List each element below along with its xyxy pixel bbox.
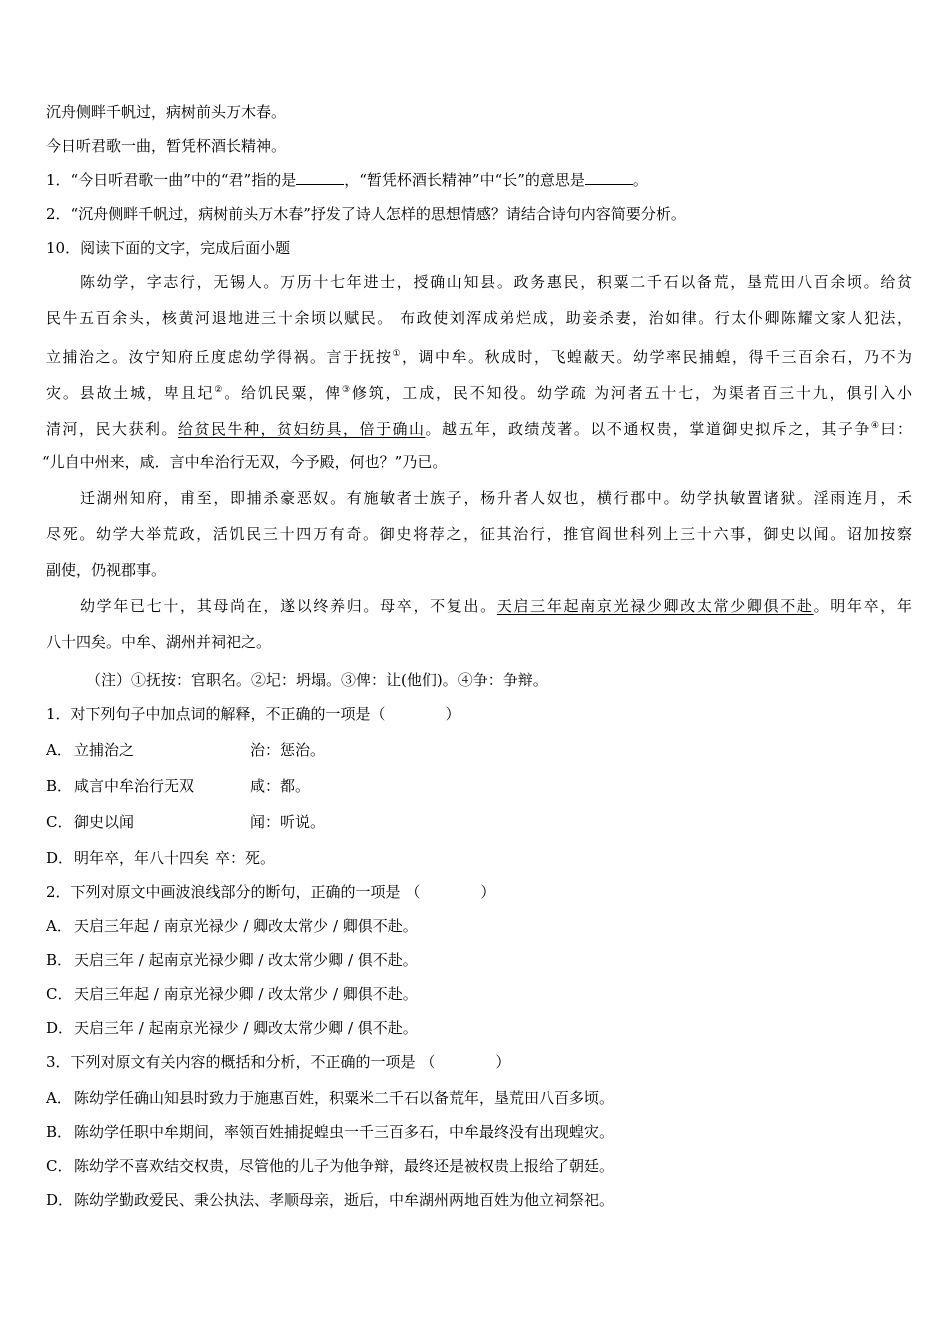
option-text: 陈幼学勤政爱民、秉公执法、孝顺母亲，逝后，中牟湖州两地百姓为他立祠祭祀。 — [74, 1191, 615, 1209]
note-mark: ③ — [341, 385, 352, 395]
option-c[interactable] — [46, 812, 325, 832]
question-text: ） — [445, 705, 461, 723]
option-label: C． — [46, 813, 73, 831]
option-label: A． — [46, 1089, 72, 1107]
passage-line — [46, 416, 912, 439]
option-d[interactable] — [46, 1190, 614, 1210]
passage-note: （注）①抚按：官职名。②圮：坍塌。③俾：让(他们)。④争：争辩。 — [86, 671, 548, 689]
question-number: 2． — [46, 205, 71, 223]
passage-line: “儿自中州来，咸．言中牟治行无双，今予殿，何也？”乃已。 — [42, 453, 448, 471]
passage-text: ，调中牟。秋成时，飞蝗蔽天。幼学率民捕蝗，得千三百余石，乃不为 — [402, 348, 912, 366]
question-text: 1．对下列句子中加点词的解释，不正确的一项是（ — [46, 705, 386, 723]
option-text: 咸言中牟治行无双 — [74, 777, 195, 795]
option-text: 御史以闻 — [74, 813, 135, 831]
question-text: “沉舟侧畔千帆过，病树前头万木春”抒发了诗人怎样的思想情感？请结合诗句内容简要分析。 — [70, 205, 686, 223]
option-text: 陈幼学任职中牟期间，率领百姓捕捉蝗虫一千三百多石，中牟最终没有出现蝗灾。 — [74, 1123, 615, 1141]
question-text: 。 — [632, 171, 648, 189]
passage-line: 副使，仍视郡事。 — [46, 561, 167, 579]
question-text: ，“暂凭杯酒长精神”中“长”的意思是 — [344, 171, 585, 189]
option-a[interactable] — [46, 1088, 614, 1108]
passage-line: 尽死。幼学大举荒政，活饥民三十四万有奇。御史将荐之，征其治行，推官阎世科列上三十六事，御史以闻。诏加按察 — [46, 525, 912, 543]
passage-text: 。越五年，政绩茂著。以不通权贵，掌道御史拟斥之，其子争 — [425, 420, 871, 438]
option-c[interactable] — [46, 984, 418, 1004]
passage-text: 灾。县故土城，卑且圮 — [46, 384, 215, 402]
passage-text: 曰： — [880, 420, 912, 438]
wavy-underlined-sentence: 天启三年起南京光禄少卿改太常少卿俱不赴 — [496, 597, 814, 615]
option-b[interactable] — [46, 776, 310, 796]
passage-text: 立捕治之。汝宁知府丘度虑幼学得祸。言于抚按 — [46, 348, 393, 366]
answer-blank[interactable] — [585, 170, 633, 185]
question-3-stem — [46, 1052, 510, 1072]
passage-text: 幼学年已七十，其母尚在，遂以终养归。母卒，不复出。 — [80, 597, 497, 615]
option-label: B． — [46, 777, 73, 795]
question-2-stem — [46, 882, 495, 902]
option-label: B． — [46, 1123, 73, 1141]
question-number: 1． — [46, 171, 71, 189]
question-text: 3．下列对原文有关内容的概括和分析，不正确的一项是 （ — [46, 1053, 436, 1071]
question-1-stem — [46, 704, 461, 724]
question-text: 2．下列对原文中画波浪线部分的断句，正确的一项是 （ — [46, 883, 421, 901]
note-mark: ② — [214, 385, 225, 395]
reading-title: 10．阅读下面的文字，完成后面小题 — [46, 239, 291, 257]
passage-line — [46, 344, 912, 367]
passage-text: 。明年卒，年 — [813, 597, 912, 615]
option-text: 立捕治之 — [74, 741, 135, 759]
poem-question-1 — [46, 170, 648, 190]
note-mark: ④ — [870, 421, 881, 431]
option-label: C． — [46, 1157, 73, 1175]
option-label: A． — [46, 741, 72, 759]
option-gloss: 卒：死。 — [215, 849, 276, 867]
option-label: D． — [46, 1019, 74, 1037]
option-text: 明年卒，年八十四矣 — [74, 849, 210, 867]
option-label: D． — [46, 849, 74, 867]
option-label: B． — [46, 951, 73, 969]
option-text: 天启三年 / 起南京光禄少 / 卿改太常少卿 / 俱不赴。 — [74, 1019, 418, 1037]
option-text: 陈幼学不喜欢结交权贵，尽管他的儿子为他争辩，最终还是被权贵上报给了朝廷。 — [74, 1157, 615, 1175]
passage-line: 八十四矣。中牟、湖州并祠祀之。 — [46, 633, 272, 651]
option-gloss: 闻：听说。 — [250, 813, 326, 831]
option-a[interactable] — [46, 740, 325, 760]
option-text: 天启三年起 / 南京光禄少卿 / 改太常少 / 卿俱不赴。 — [74, 985, 418, 1003]
question-text: “今日听君歌一曲”中的“君”指的是 — [70, 171, 297, 189]
option-text: 天启三年起 / 南京光禄少 / 卿改太常少 / 卿俱不赴。 — [74, 917, 418, 935]
note-mark: ① — [392, 349, 403, 359]
option-d[interactable] — [46, 848, 275, 868]
poem-line-2: 今日听君歌一曲，暂凭杯酒长精神。 — [46, 137, 287, 155]
passage-line: 迁湖州知府，甫至，即捕杀豪恶奴。有施敏者士族子，杨升者人奴也，横行郡中。幼学执敏置诸狱。淫雨连月，禾 — [80, 489, 912, 507]
option-label: C． — [46, 985, 73, 1003]
poem-question-2 — [46, 204, 686, 224]
passage-line — [46, 380, 912, 403]
answer-blank[interactable] — [296, 170, 344, 185]
option-label: A． — [46, 917, 72, 935]
option-b[interactable] — [46, 1122, 614, 1142]
option-text: 陈幼学任确山知县时致力于施惠百姓，积粟米二千石以备荒年，垦荒田八百多顷。 — [74, 1089, 615, 1107]
underlined-sentence: 给贫民牛种，贫妇纺具，倍于确山 — [177, 420, 426, 438]
passage-text: 清河，民大获利。 — [46, 420, 178, 438]
option-gloss: 治：惩治。 — [250, 741, 326, 759]
option-d[interactable] — [46, 1018, 418, 1038]
option-label: D． — [46, 1191, 74, 1209]
passage-text: 修筑，工成，民不知役。幼学疏 为河者五十七，为渠者百三十九，俱引入小 — [351, 384, 912, 402]
poem-line-1: 沉舟侧畔千帆过，病树前头万木春。 — [46, 103, 287, 121]
option-b[interactable] — [46, 950, 418, 970]
question-text: ） — [480, 883, 496, 901]
passage-line — [80, 596, 912, 616]
passage-line: 民牛五百余头，核黄河退地进三十余顷以赋民。 布政使刘浑成弟烂成，助妾杀妻，治如律。行太仆卿陈耀文家人犯法， — [46, 309, 912, 327]
option-c[interactable] — [46, 1156, 614, 1176]
option-a[interactable] — [46, 916, 418, 936]
option-text: 天启三年 / 起南京光禄少卿 / 改太常少卿 / 俱不赴。 — [74, 951, 418, 969]
passage-text: 。给饥民粟，俾 — [224, 384, 342, 402]
option-gloss: 咸：都。 — [250, 777, 311, 795]
passage-line: 陈幼学，字志行，无锡人。万历十七年进士，授确山知县。政务惠民，积粟二千石以备荒，垦荒田八百余顷。给贫 — [80, 273, 912, 291]
question-text: ） — [495, 1053, 511, 1071]
